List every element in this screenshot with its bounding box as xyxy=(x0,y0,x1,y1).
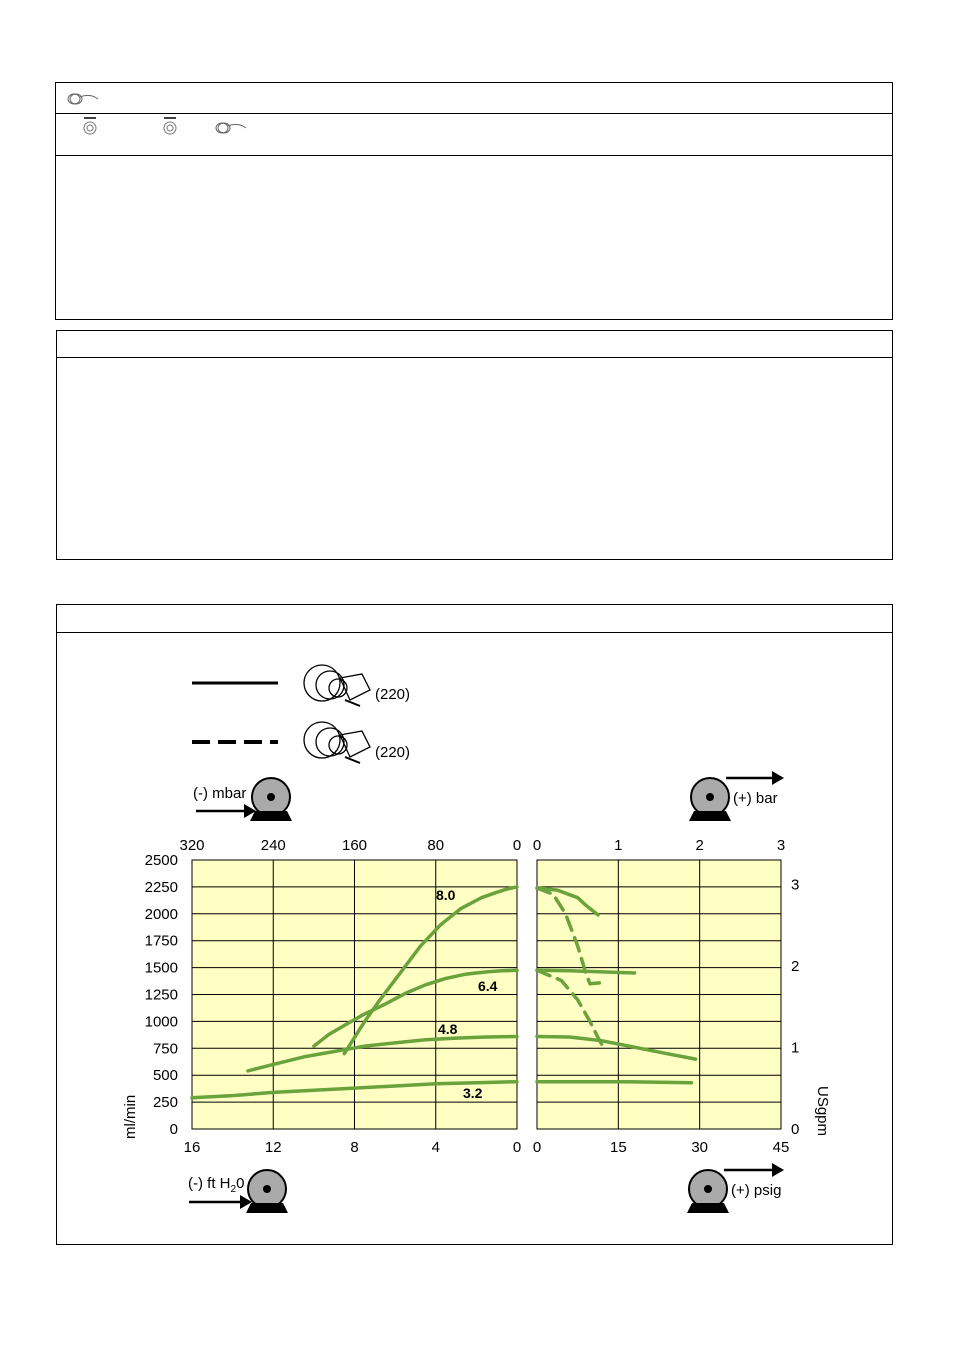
x-top-bar-tick-label: 0 xyxy=(532,837,542,854)
x-bottom-psig-tick-label: 0 xyxy=(532,1139,542,1156)
y-left-tick-label: 2000 xyxy=(144,905,178,923)
x-bottom-ft-tick-label: 16 xyxy=(183,1139,201,1156)
x-top-bar-tick-label: 2 xyxy=(695,837,704,854)
mbar-label: (-) mbar xyxy=(193,785,247,802)
y-left-tick-label: 1750 xyxy=(144,932,178,950)
series-line-3-2 xyxy=(537,1082,692,1083)
ft-h2o-label: (-) ft $H_20$ xyxy=(188,1175,245,1195)
y-right-tick-label: 2 xyxy=(791,957,800,975)
curve-label-8-0: 8.0 xyxy=(436,887,456,903)
x-top-mbar-tick-label: 0 xyxy=(512,837,522,854)
psig-label: (+) psig xyxy=(731,1182,782,1199)
x-top-mbar-tick-label: 80 xyxy=(427,837,445,854)
y-right-tick-label: 1 xyxy=(791,1039,800,1057)
x-bottom-ft-tick-label: 12 xyxy=(264,1139,282,1156)
y-axis-right-label: USgpm xyxy=(814,1086,831,1137)
y-left-tick-label: 2500 xyxy=(144,852,178,869)
y-left-tick-label: 500 xyxy=(152,1067,178,1085)
x-top-mbar-tick-label: 240 xyxy=(260,837,286,854)
bar-label: (+) bar xyxy=(733,790,778,807)
legend-dashed-label: (220) xyxy=(375,744,411,761)
x-top-mbar-tick-label: 320 xyxy=(179,837,205,854)
pump-rotor-icon xyxy=(304,722,370,763)
y-right-tick-label: 3 xyxy=(791,876,800,894)
x-bottom-psig-tick-label: 30 xyxy=(691,1139,709,1156)
x-top-bar-tick-label: 1 xyxy=(614,837,623,854)
legend xyxy=(192,665,410,763)
x-bottom-ft-tick-label: 0 xyxy=(512,1139,522,1156)
x-bottom-psig-tick-label: 45 xyxy=(772,1139,790,1156)
x-bottom-ft-tick-label: 4 xyxy=(431,1139,440,1156)
x-bottom-psig-tick-label: 15 xyxy=(609,1139,627,1156)
y-left-tick-label: 1500 xyxy=(144,959,178,977)
y-left-tick-label: 2250 xyxy=(144,878,178,896)
curve-label-4-8: 4.8 xyxy=(438,1021,458,1037)
x-bottom-ft-tick-label: 8 xyxy=(350,1139,359,1156)
y-left-tick-label: 1250 xyxy=(144,986,178,1004)
y-left-tick-label: 750 xyxy=(152,1040,178,1058)
x-top-mbar-tick-label: 160 xyxy=(341,837,368,854)
y-left-tick-label: 1000 xyxy=(144,1013,178,1031)
y-left-tick-label: 0 xyxy=(169,1121,178,1138)
curve-label-6-4: 6.4 xyxy=(478,978,498,994)
y-axis-left-label: ml/min xyxy=(122,1094,139,1139)
y-right-tick-label: 0 xyxy=(791,1121,800,1138)
pump-rotor-icon xyxy=(304,665,370,706)
x-top-bar-tick-label: 3 xyxy=(776,837,786,854)
y-left-tick-label: 250 xyxy=(152,1094,178,1112)
legend-solid-label: (220) xyxy=(375,686,411,703)
curve-label-3-2: 3.2 xyxy=(463,1085,483,1101)
